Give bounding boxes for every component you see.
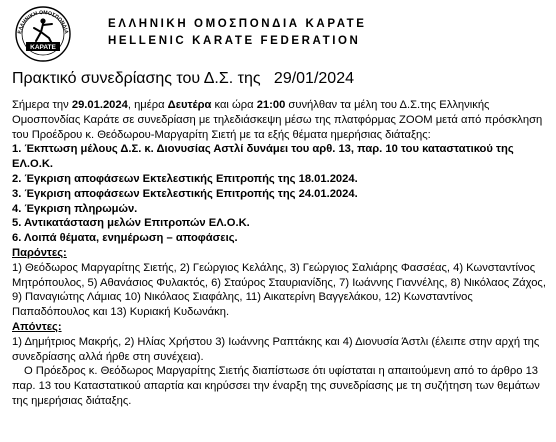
agenda-item: 2. Έγκριση αποφάσεων Εκτελεστικής Επιτροπής της 18.01.2024. bbox=[12, 172, 358, 185]
intro-text-3: και ώρα bbox=[211, 99, 257, 111]
intro-text-4: συνήλθαν τα μέλη του Δ.Σ.της Ελληνικής Ομοσπονδίας Καράτε σε συνεδρίαση με τηλεδιάσκεψη μέσω της πλατφόρμας ZOOM μετά από πρόσκληση του Προέδρου κ. Θεόδωρου-Μαργαρίτη Σιετή με τα εξής θέματα ημερήσιας διάταξης: bbox=[12, 99, 543, 141]
page-title: Πρακτικό συνεδρίασης του Δ.Σ. της 29/01/2024 bbox=[12, 70, 354, 87]
agenda-item: 5. Αντικατάσταση μελών Επιτροπών ΕΛ.Ο.Κ. bbox=[12, 217, 250, 230]
federation-name-greek: ΕΛΛΗΝΙΚΗ ΟΜΟΣΠΟΝΔΙΑ ΚΑΡΑΤΕ bbox=[108, 18, 367, 30]
agenda-item: 4. Έγκριση πληρωμών. bbox=[12, 202, 138, 215]
letterhead bbox=[12, 4, 552, 64]
intro-text-2: , ημέρα bbox=[127, 99, 168, 111]
agenda-item: 6. Λοιπά θέματα, ενημέρωση – αποφάσεις. bbox=[12, 232, 238, 245]
absent-list: 1) Δημήτριος Μακρής, 2) Ηλίας Χρήστου 3) Ιωάννης Ραπτάκης και 4) Διονυσία Άστλι (έλειπε στην αρχή της συνεδρίασης αλλά ήρθε στη συνέχεια). bbox=[12, 335, 540, 363]
agenda-list bbox=[12, 142, 552, 246]
minutes-body bbox=[12, 98, 552, 409]
intro-paragraph bbox=[12, 98, 552, 142]
meeting-date: 29.01.2024 bbox=[71, 99, 128, 111]
federation-name-english: HELLENIC KARATE FEDERATION bbox=[108, 35, 361, 47]
agenda-item: 3. Έγκριση αποφάσεων Εκτελεστικής Επιτροπής της 24.01.2024. bbox=[12, 187, 358, 200]
logo-arc-text: ΕΛΛΗΝΙΚΗ ΟΜΟΣΠΟΝΔΙΑ bbox=[17, 9, 69, 35]
intro-text-1: Σήμερα την bbox=[12, 99, 72, 111]
meeting-time: 21:00 bbox=[256, 99, 286, 111]
present-label: Παρόντες: bbox=[12, 246, 67, 259]
closing-paragraph: Ο Πρόεδρος κ. Θεόδωρος Μαργαρίτης Σιετής διαπίστωσε ότι υφίσταται η απαιτούμενη από το άρθρο 13 παρ. 13 του Καταστατικού απαρτία και κηρύσσει την έναρξη της συνεδρίασης με τη συζήτηση των θεμάτων της ημερήσιας διάταξης. bbox=[12, 365, 540, 407]
absent-label: Απόντες: bbox=[12, 320, 62, 333]
federation-logo bbox=[12, 4, 74, 62]
present-list: 1) Θεόδωρος Μαργαρίτης Σιετής, 2) Γεώργιος Κελάλης, 3) Γεώργιος Σαλιάρης Φασσέας, 4) Κωνσταντίνος Μητρόπουλος, 5) Αθανάσιος Φυλακτός, 6) Σταύρος Σταυριανίδης, 7) Ιωάννης Γιαννέλης, 8) Νικόλαος Ζάχος, 9) Παναγιώτης Λάμιας 10) Νικόλαος Σιαφάλης, 11) Αικατερίνη Βαγγελάκου, 12) Κωνσταντίνος Παπαδόπουλος και 13) Κυριακή Κυδωνάκη. bbox=[12, 261, 546, 319]
federation-name bbox=[108, 16, 367, 50]
logo-karate-text: ΚΑΡΑΤΕ bbox=[30, 44, 56, 51]
agenda-item: 1. Έκπτωση μέλους Δ.Σ. κ. Διονυσίας Αστλί δυνάμει του αρθ. 13, παρ. 10 του καταστατικού της ΕΛ.Ο.Κ. bbox=[12, 143, 514, 171]
meeting-day: Δευτέρα bbox=[167, 99, 212, 111]
